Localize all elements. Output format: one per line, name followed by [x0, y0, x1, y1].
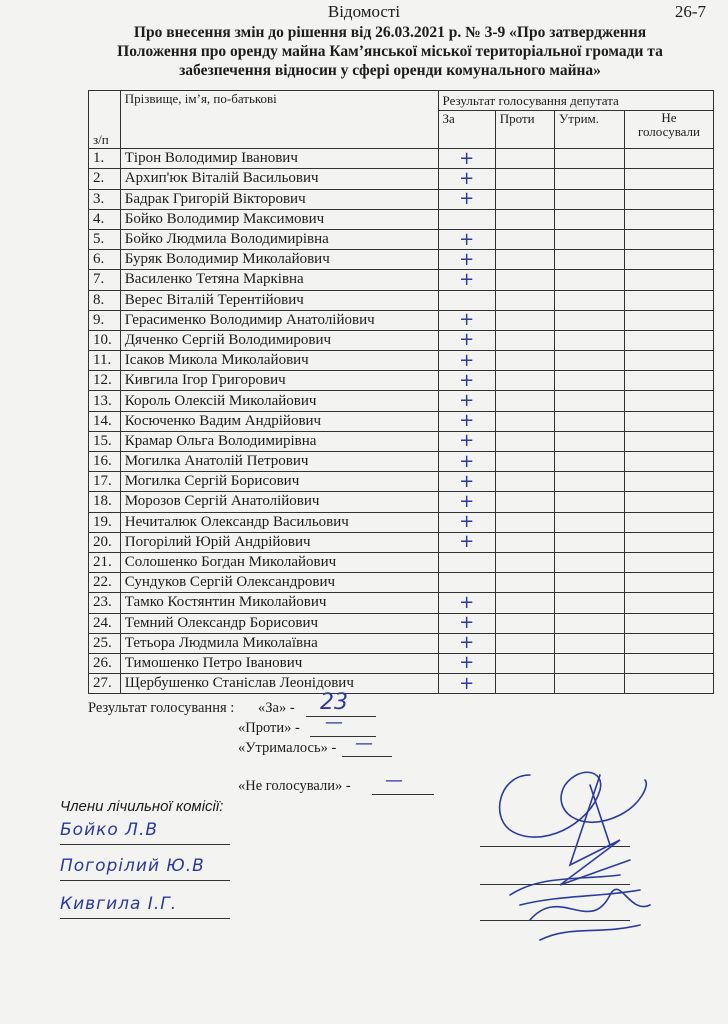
- table-row: [89, 674, 714, 694]
- summary-not-voted-value: —: [385, 770, 403, 791]
- deputy-name: Могилка Сергій Борисович: [120, 472, 438, 492]
- subtitle-line: Про внесення змін до рішення від 26.03.2021 р. № 3-9 «Про затвердження: [133, 24, 647, 41]
- vote-abstain-cell: [555, 209, 625, 229]
- commission-member: Погорілий Ю.В: [60, 856, 230, 881]
- deputy-name: Тірон Володимир Іванович: [120, 149, 438, 169]
- vote-against-cell: [495, 573, 554, 593]
- vote-not-voted-cell: [624, 209, 713, 229]
- vote-for-cell: +: [438, 229, 495, 249]
- vote-for-cell: +: [438, 512, 495, 532]
- deputy-name: Буряк Володимир Миколайович: [120, 250, 438, 270]
- vote-against-cell: [495, 472, 554, 492]
- vote-for-cell: +: [438, 351, 495, 371]
- vote-not-voted-cell: [624, 653, 713, 673]
- vote-against-cell: [495, 552, 554, 572]
- table-row: [89, 310, 714, 330]
- vote-against-cell: [495, 351, 554, 371]
- page-title: Відомості: [327, 2, 401, 21]
- vote-against-cell: [495, 532, 554, 552]
- deputy-name: Василенко Тетяна Марківна: [120, 270, 438, 290]
- row-number: 24.: [89, 613, 121, 633]
- deputy-name: Морозов Сергій Анатолійович: [120, 492, 438, 512]
- vote-abstain-cell: [555, 169, 625, 189]
- table-row: [89, 431, 714, 451]
- vote-abstain-cell: [555, 593, 625, 613]
- vote-abstain-cell: [555, 330, 625, 350]
- vote-for-cell: [438, 573, 495, 593]
- vote-against-cell: [495, 391, 554, 411]
- deputy-name: Король Олексій Миколайович: [120, 391, 438, 411]
- vote-not-voted-cell: [624, 169, 713, 189]
- vote-against-cell: [495, 250, 554, 270]
- summary-against-label: «Проти» -: [238, 720, 300, 736]
- column-header-name: Прізвище, ім’я, по-батькові: [120, 91, 438, 149]
- vote-not-voted-cell: [624, 270, 713, 290]
- vote-against-cell: [495, 593, 554, 613]
- summary-for-value: 23: [320, 690, 348, 715]
- vote-for-cell: +: [438, 593, 495, 613]
- vote-against-cell: [495, 633, 554, 653]
- table-row: [89, 391, 714, 411]
- vote-against-cell: [495, 492, 554, 512]
- table-row: [89, 270, 714, 290]
- vote-abstain-cell: [555, 552, 625, 572]
- vote-not-voted-cell: [624, 552, 713, 572]
- table-row: [89, 330, 714, 350]
- row-number: 7.: [89, 270, 121, 290]
- table-row: [89, 351, 714, 371]
- summary-abstain-label: «Утрималось» -: [238, 740, 337, 756]
- summary-label: Результат голосування :: [88, 700, 235, 716]
- vote-against-cell: [495, 270, 554, 290]
- vote-abstain-cell: [555, 431, 625, 451]
- table-row: [89, 492, 714, 512]
- table-row: [89, 411, 714, 431]
- vote-for-cell: +: [438, 270, 495, 290]
- vote-for-cell: +: [438, 653, 495, 673]
- vote-for-cell: +: [438, 613, 495, 633]
- vote-not-voted-cell: [624, 351, 713, 371]
- vote-against-cell: [495, 452, 554, 472]
- vote-not-voted-cell: [624, 371, 713, 391]
- document-number: 26-7: [674, 2, 706, 21]
- commission-member: Кивгила І.Г.: [60, 894, 230, 919]
- row-number: 19.: [89, 512, 121, 532]
- vote-for-cell: +: [438, 674, 495, 694]
- vote-against-cell: [495, 431, 554, 451]
- deputy-name: Тетьора Людмила Миколаївна: [120, 633, 438, 653]
- row-number: 5.: [89, 229, 121, 249]
- deputy-name: Погорілий Юрій Андрійович: [120, 532, 438, 552]
- vote-not-voted-cell: [624, 391, 713, 411]
- row-number: 16.: [89, 452, 121, 472]
- vote-not-voted-cell: [624, 411, 713, 431]
- deputy-name: Косюченко Вадим Андрійович: [120, 411, 438, 431]
- subtitle-line: забезпечення відносин у сфері оренди комунального майна»: [179, 62, 601, 79]
- row-number: 8.: [89, 290, 121, 310]
- subtitle-line: Положення про оренду майна Кам’янської міської територіальної громади та: [117, 43, 663, 60]
- vote-against-cell: [495, 229, 554, 249]
- vote-against-cell: [495, 613, 554, 633]
- vote-not-voted-cell: [624, 492, 713, 512]
- vote-abstain-cell: [555, 512, 625, 532]
- vote-against-cell: [495, 330, 554, 350]
- vote-for-cell: +: [438, 452, 495, 472]
- vote-for-cell: +: [438, 330, 495, 350]
- table-row: [89, 250, 714, 270]
- deputy-name: Крамар Ольга Володимирівна: [120, 431, 438, 451]
- summary-for-label: «За» -: [258, 700, 295, 716]
- deputy-name: Могилка Анатолій Петрович: [120, 452, 438, 472]
- deputy-name: Темний Олександр Борисович: [120, 613, 438, 633]
- row-number: 14.: [89, 411, 121, 431]
- column-header-result: Результат голосування депутата: [438, 91, 713, 111]
- vote-against-cell: [495, 371, 554, 391]
- vote-for-cell: +: [438, 149, 495, 169]
- vote-abstain-cell: [555, 532, 625, 552]
- vote-for-cell: +: [438, 250, 495, 270]
- column-header-abstain: Утрим.: [555, 111, 625, 149]
- vote-not-voted-cell: [624, 310, 713, 330]
- row-number: 13.: [89, 391, 121, 411]
- deputy-name: Сундуков Сергій Олександрович: [120, 573, 438, 593]
- vote-for-cell: +: [438, 431, 495, 451]
- table-row: [89, 472, 714, 492]
- vote-not-voted-cell: [624, 452, 713, 472]
- vote-not-voted-cell: [624, 573, 713, 593]
- row-number: 2.: [89, 169, 121, 189]
- row-number: 21.: [89, 552, 121, 572]
- vote-abstain-cell: [555, 250, 625, 270]
- vote-abstain-cell: [555, 270, 625, 290]
- row-number: 11.: [89, 351, 121, 371]
- deputy-name: Тамко Костянтин Миколайович: [120, 593, 438, 613]
- vote-for-cell: +: [438, 532, 495, 552]
- row-number: 9.: [89, 310, 121, 330]
- handwritten-signatures: [470, 755, 670, 955]
- vote-for-cell: +: [438, 371, 495, 391]
- column-header-for: За: [438, 111, 495, 149]
- table-row: [89, 613, 714, 633]
- vote-for-cell: [438, 209, 495, 229]
- vote-for-cell: +: [438, 189, 495, 209]
- vote-abstain-cell: [555, 452, 625, 472]
- deputy-name: Архип'юк Віталій Васильович: [120, 169, 438, 189]
- vote-for-cell: +: [438, 391, 495, 411]
- vote-not-voted-cell: [624, 149, 713, 169]
- vote-abstain-cell: [555, 290, 625, 310]
- vote-not-voted-cell: [624, 613, 713, 633]
- vote-abstain-cell: [555, 391, 625, 411]
- column-header-against: Проти: [495, 111, 554, 149]
- table-row: [89, 149, 714, 169]
- column-header-not-voted: Не голосували: [624, 111, 713, 149]
- row-number: 27.: [89, 674, 121, 694]
- table-row: [89, 452, 714, 472]
- vote-for-cell: [438, 552, 495, 572]
- row-number: 12.: [89, 371, 121, 391]
- deputy-name: Кивгила Ігор Григорович: [120, 371, 438, 391]
- vote-abstain-cell: [555, 613, 625, 633]
- deputy-name: Бойко Володимир Максимович: [120, 209, 438, 229]
- table-row: [89, 290, 714, 310]
- vote-against-cell: [495, 149, 554, 169]
- vote-not-voted-cell: [624, 250, 713, 270]
- column-header-number: з/п: [89, 91, 121, 149]
- vote-against-cell: [495, 290, 554, 310]
- row-number: 18.: [89, 492, 121, 512]
- vote-abstain-cell: [555, 573, 625, 593]
- vote-abstain-cell: [555, 371, 625, 391]
- row-number: 25.: [89, 633, 121, 653]
- row-number: 17.: [89, 472, 121, 492]
- vote-against-cell: [495, 169, 554, 189]
- vote-for-cell: +: [438, 411, 495, 431]
- table-row: [89, 573, 714, 593]
- vote-against-cell: [495, 653, 554, 673]
- vote-not-voted-cell: [624, 431, 713, 451]
- row-number: 23.: [89, 593, 121, 613]
- vote-for-cell: +: [438, 169, 495, 189]
- summary-against-value: —: [325, 712, 343, 733]
- deputy-name: Верес Віталій Терентійович: [120, 290, 438, 310]
- summary-abstain-line: [342, 756, 392, 757]
- commission-member: Бойко Л.В: [60, 820, 230, 845]
- vote-for-cell: [438, 290, 495, 310]
- table-row: [89, 169, 714, 189]
- vote-abstain-cell: [555, 674, 625, 694]
- vote-not-voted-cell: [624, 532, 713, 552]
- vote-against-cell: [495, 512, 554, 532]
- vote-not-voted-cell: [624, 633, 713, 653]
- deputy-name: Щербушенко Станіслав Леонідович: [120, 674, 438, 694]
- vote-not-voted-cell: [624, 512, 713, 532]
- vote-abstain-cell: [555, 633, 625, 653]
- vote-not-voted-cell: [624, 189, 713, 209]
- vote-abstain-cell: [555, 653, 625, 673]
- table-row: [89, 229, 714, 249]
- vote-not-voted-cell: [624, 674, 713, 694]
- vote-for-cell: +: [438, 633, 495, 653]
- vote-against-cell: [495, 674, 554, 694]
- deputy-name: Тимошенко Петро Іванович: [120, 653, 438, 673]
- table-row: [89, 189, 714, 209]
- vote-against-cell: [495, 209, 554, 229]
- vote-abstain-cell: [555, 189, 625, 209]
- row-number: 22.: [89, 573, 121, 593]
- table-row: [89, 209, 714, 229]
- vote-for-cell: +: [438, 492, 495, 512]
- table-row: [89, 552, 714, 572]
- table-row: [89, 371, 714, 391]
- vote-abstain-cell: [555, 229, 625, 249]
- summary-not-voted-line: [372, 794, 434, 795]
- deputy-name: Дяченко Сергій Володимирович: [120, 330, 438, 350]
- row-number: 4.: [89, 209, 121, 229]
- vote-not-voted-cell: [624, 593, 713, 613]
- vote-not-voted-cell: [624, 229, 713, 249]
- summary-not-voted-label: «Не голосували» -: [238, 778, 351, 794]
- commission-label: Члени лічильної комісії:: [60, 798, 224, 815]
- summary-abstain-value: —: [355, 733, 373, 754]
- row-number: 15.: [89, 431, 121, 451]
- row-number: 1.: [89, 149, 121, 169]
- document-subtitle: [70, 23, 710, 80]
- table-row: [89, 512, 714, 532]
- vote-not-voted-cell: [624, 472, 713, 492]
- table-row: [89, 593, 714, 613]
- vote-abstain-cell: [555, 149, 625, 169]
- deputy-name: Герасименко Володимир Анатолійович: [120, 310, 438, 330]
- vote-for-cell: +: [438, 310, 495, 330]
- row-number: 10.: [89, 330, 121, 350]
- table-row: [89, 653, 714, 673]
- vote-against-cell: [495, 189, 554, 209]
- vote-against-cell: [495, 411, 554, 431]
- deputy-name: Бадрак Григорій Вікторович: [120, 189, 438, 209]
- vote-abstain-cell: [555, 351, 625, 371]
- vote-abstain-cell: [555, 472, 625, 492]
- deputy-name: Ісаков Микола Миколайович: [120, 351, 438, 371]
- table-row: [89, 633, 714, 653]
- row-number: 3.: [89, 189, 121, 209]
- vote-abstain-cell: [555, 492, 625, 512]
- deputy-name: Нечиталюк Олександр Васильович: [120, 512, 438, 532]
- vote-abstain-cell: [555, 310, 625, 330]
- vote-against-cell: [495, 310, 554, 330]
- row-number: 6.: [89, 250, 121, 270]
- voting-table: [88, 90, 714, 694]
- row-number: 26.: [89, 653, 121, 673]
- vote-abstain-cell: [555, 411, 625, 431]
- deputy-name: Солошенко Богдан Миколайович: [120, 552, 438, 572]
- row-number: 20.: [89, 532, 121, 552]
- deputy-name: Бойко Людмила Володимирівна: [120, 229, 438, 249]
- deputy-rows: [89, 149, 714, 694]
- vote-not-voted-cell: [624, 330, 713, 350]
- table-row: [89, 532, 714, 552]
- vote-not-voted-cell: [624, 290, 713, 310]
- vote-for-cell: +: [438, 472, 495, 492]
